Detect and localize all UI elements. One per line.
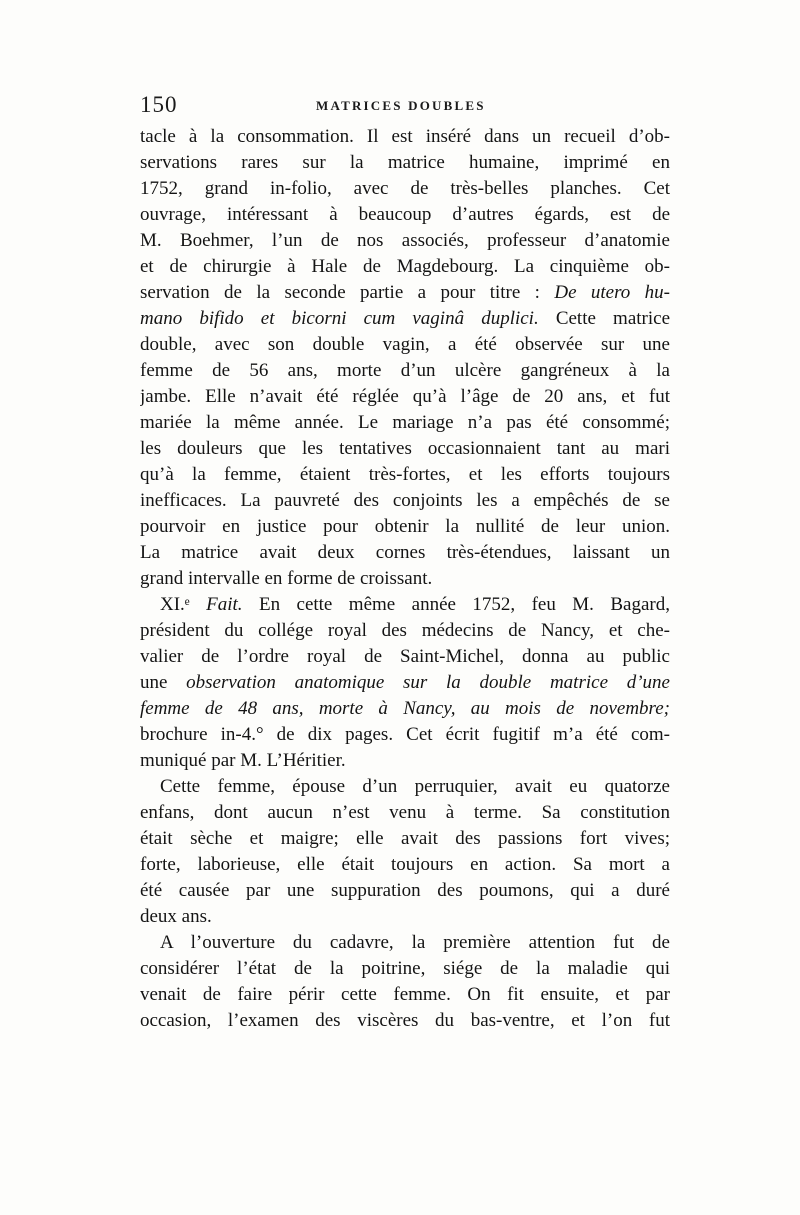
text-run-italic: Fait. — [206, 594, 243, 615]
text-line — [140, 748, 670, 774]
text-run: femme de 56 ans, morte d’un ulcère gangréneux à la — [140, 360, 670, 381]
text-run: grand intervalle en forme de croissant. — [140, 568, 433, 589]
text-run: était sèche et maigre; elle avait des passions fort vives; — [140, 828, 670, 849]
text-line — [140, 1008, 670, 1034]
text-run: les douleurs que les tentatives occasionnaient tant au mari — [140, 438, 670, 459]
text-run: ouvrage, intéressant à beaucoup d’autres égards, est de — [140, 204, 670, 225]
text-run: inefficaces. La pauvreté des conjoints les a empêchés de se — [140, 490, 670, 511]
text-run: servations rares sur la matrice humaine, imprimé en — [140, 152, 670, 173]
text-run: En cette même année 1752, feu M. Bagard, — [242, 594, 670, 615]
text-run: Cette femme, épouse d’un perruquier, avait eu quatorze — [160, 776, 670, 797]
text-run: jambe. Elle n’avait été réglée qu’à l’âge de 20 ans, et fut — [140, 386, 670, 407]
text-line — [140, 150, 670, 176]
text-run: Cette matrice — [538, 308, 670, 329]
text-line — [140, 930, 670, 956]
text-line — [140, 800, 670, 826]
text-line — [140, 462, 670, 488]
text-line — [140, 280, 670, 306]
text-run: forte, laborieuse, elle était toujours en action. Sa mort a — [140, 854, 670, 875]
text-line — [140, 254, 670, 280]
text-line — [140, 878, 670, 904]
text-run: valier de l’ordre royal de Saint-Michel, donna au public — [140, 646, 670, 667]
text-line — [140, 358, 670, 384]
text-line — [140, 306, 670, 332]
text-line — [140, 904, 670, 930]
text-run: venait de faire périr cette femme. On fit ensuite, et par — [140, 984, 670, 1005]
text-line — [140, 956, 670, 982]
text-line — [140, 228, 670, 254]
text-run: mariée la même année. Le mariage n’a pas été consommé; — [140, 412, 670, 433]
text-line — [140, 332, 670, 358]
text-line — [140, 566, 670, 592]
text-run: été causée par une suppuration des poumons, qui a duré — [140, 880, 670, 901]
text-run: et de chirurgie à Hale de Magdebourg. La cinquième ob- — [140, 256, 670, 277]
text-line — [140, 852, 670, 878]
text-run-italic: observation anatomique sur la double matrice d’une — [186, 672, 670, 693]
text-line — [140, 488, 670, 514]
text-run: servation de la seconde partie a pour titre : — [140, 282, 555, 303]
text-line — [140, 774, 670, 800]
text-line — [140, 670, 670, 696]
text-line — [140, 176, 670, 202]
text-run: considérer l’état de la poitrine, siége de la maladie qui — [140, 958, 670, 979]
text-run: occasion, l’examen des viscères du bas-ventre, et l’on fut — [140, 1010, 670, 1031]
text-run: président du collége royal des médecins de Nancy, et che- — [140, 620, 670, 641]
text-line — [140, 696, 670, 722]
text-line — [140, 826, 670, 852]
text-run: une — [140, 672, 187, 693]
text-run: pourvoir en justice pour obtenir la nullité de leur union. — [140, 516, 670, 537]
text-run: brochure in-4.° de dix pages. Cet écrit fugitif m’a été com- — [140, 724, 670, 745]
text-line — [140, 384, 670, 410]
text-line — [140, 202, 670, 228]
text-line — [140, 436, 670, 462]
text-run: XI.ᵉ — [160, 594, 207, 615]
text-line — [140, 722, 670, 748]
text-run: tacle à la consommation. Il est inséré dans un recueil d’ob- — [140, 126, 670, 147]
page-number: 150 — [140, 92, 178, 117]
text-run: A l’ouverture du cadavre, la première attention fut de — [160, 932, 670, 953]
text-run: La matrice avait deux cornes très-étendues, laissant un — [140, 542, 670, 563]
text-line — [140, 982, 670, 1008]
text-run: muniqué par M. L’Héritier. — [140, 750, 346, 771]
text-run: deux ans. — [140, 906, 212, 927]
text-line — [140, 618, 670, 644]
text-line — [140, 644, 670, 670]
text-line — [140, 124, 670, 150]
text-run: 1752, grand in-folio, avec de très-belles planches. Cet — [140, 178, 670, 199]
text-line — [140, 514, 670, 540]
text-run-italic: De utero hu- — [554, 282, 670, 303]
text-line — [140, 592, 670, 618]
text-line — [140, 410, 670, 436]
page-header — [140, 92, 670, 122]
body-text — [140, 124, 670, 1034]
text-run-italic: femme de 48 ans, morte à Nancy, au mois de novembre; — [140, 698, 670, 719]
text-run: enfans, dont aucun n’est venu à terme. Sa constitution — [140, 802, 670, 823]
text-run: M. Boehmer, l’un de nos associés, professeur d’anatomie — [140, 230, 670, 251]
text-line — [140, 540, 670, 566]
text-run: double, avec son double vagin, a été observée sur une — [140, 334, 670, 355]
text-run: qu’à la femme, étaient très-fortes, et les efforts toujours — [140, 464, 670, 485]
text-run-italic: mano bifido et bicorni cum vaginâ duplici. — [140, 308, 539, 329]
running-head: MATRICES DOUBLES — [316, 98, 486, 113]
